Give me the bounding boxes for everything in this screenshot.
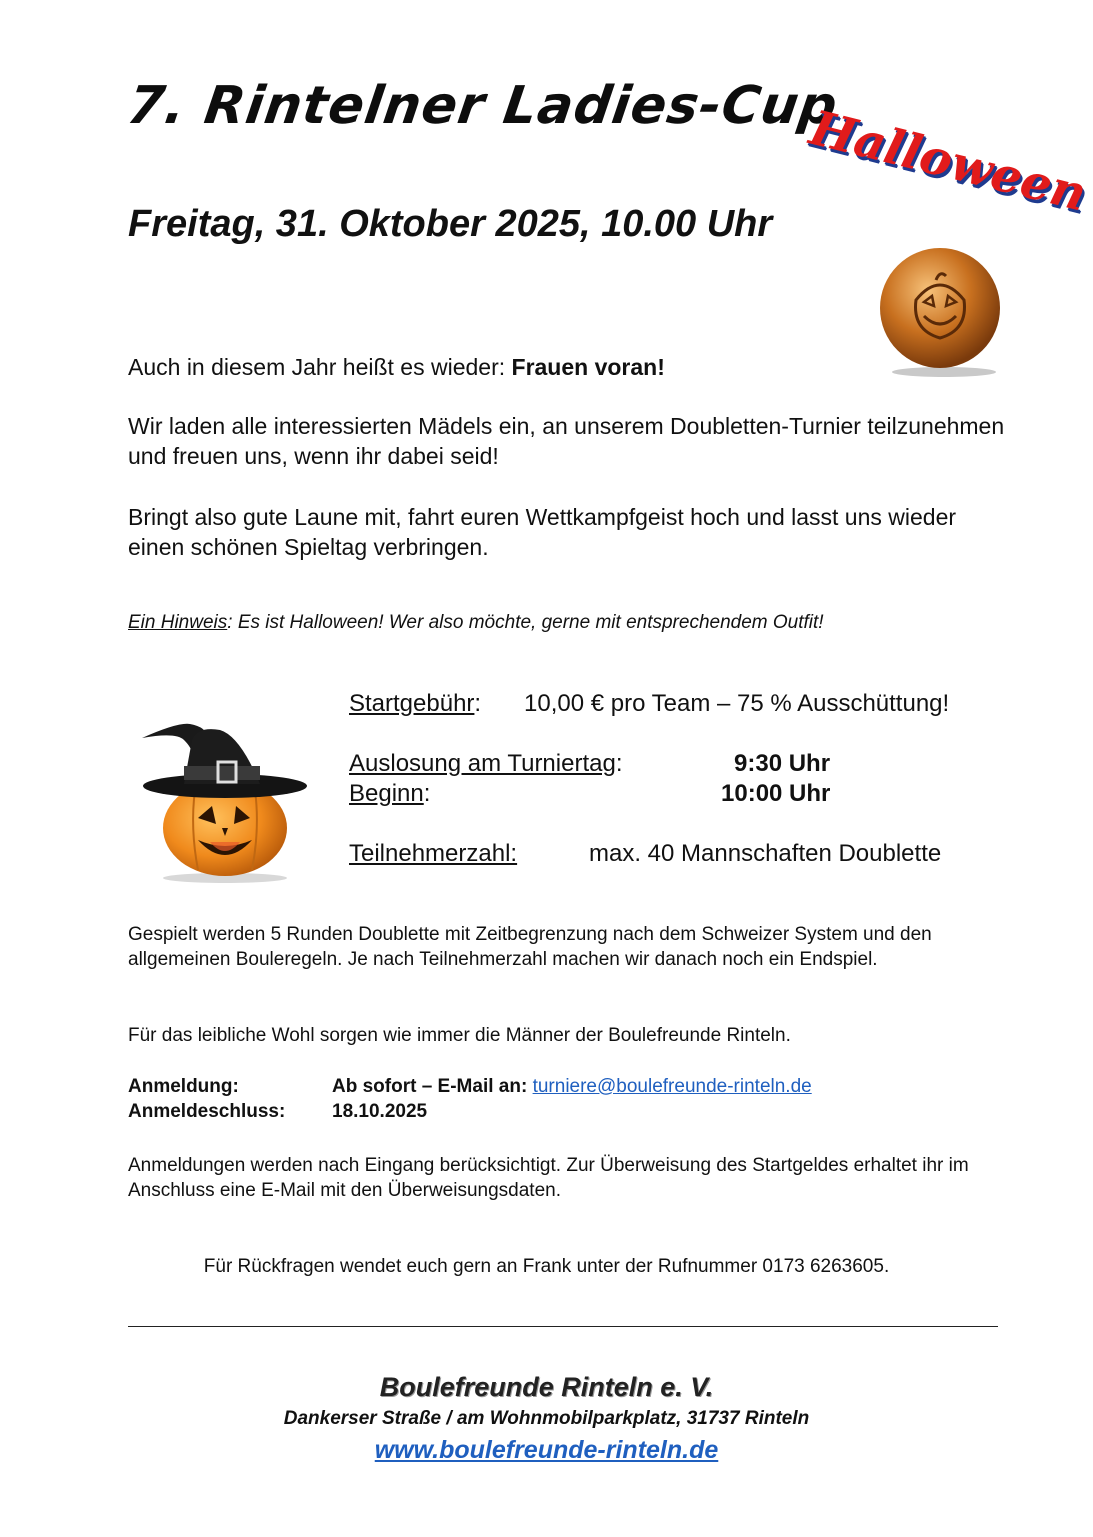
registration-email-link[interactable]: turniere@boulefreunde-rinteln.de <box>532 1076 812 1097</box>
registration-value: Ab sofort – E-Mail an: <box>332 1076 533 1097</box>
catering-paragraph: Für das leibliche Wohl sorgen wie immer die Männer der Boulefreunde Rinteln. <box>128 1025 791 1046</box>
start-label: Beginn <box>349 780 424 807</box>
witch-hat-pumpkin-icon <box>120 710 330 890</box>
participants-label: Teilnehmerzahl: <box>349 840 518 867</box>
club-name: Boulefreunde Rinteln e. V. <box>379 1372 714 1402</box>
fee-row: Startgebühr: <box>349 690 482 717</box>
halloween-word-art: Halloween <box>804 100 1092 223</box>
rules-paragraph: Gespielt werden 5 Runden Doublette mit Zeitbegrenzung nach dem Schweizer System und den allgemeinen Bouleregeln. Je nach Teilnehmerzahl machen wir danach noch ein Endspiel. <box>128 924 932 970</box>
hint-text: : Es ist Halloween! Wer also möchte, gerne mit entsprechendem Outfit! <box>227 612 824 633</box>
fee-label: Startgebühr <box>349 690 475 717</box>
draw-time: 9:30 Uhr <box>734 750 831 777</box>
intro-line <box>128 352 1008 382</box>
registration-row <box>332 1076 812 1098</box>
club-address: Dankerser Straße / am Wohnmobilparkplatz, 31737 Rinteln <box>283 1408 810 1429</box>
participants-value: max. 40 Mannschaften Doublette <box>589 840 942 867</box>
contact-line: Für Rückfragen wendet euch gern an Frank unter der Rufnummer 0173 6263605. <box>203 1256 890 1277</box>
payment-paragraph: Anmeldungen werden nach Eingang berücksichtigt. Zur Überweisung des Startgeldes erhaltet ihr im Anschluss eine E-Mail mit den Überweisungsdaten. <box>128 1155 969 1201</box>
intro-text: Auch in diesem Jahr heißt es wieder: <box>128 354 512 380</box>
hint-line <box>128 612 824 634</box>
hint-label: Ein Hinweis <box>128 612 228 633</box>
fee-value: 10,00 € pro Team – 75 % Ausschüttung! <box>524 690 950 717</box>
motivation-paragraph: Bringt also gute Laune mit, fahrt euren Wettkampfgeist hoch und lasst uns wieder einen schönen Spieltag verbringen. <box>128 504 957 560</box>
deadline-value: 18.10.2025 <box>332 1101 428 1122</box>
footer-divider <box>128 1326 998 1327</box>
page-title: 7. Rintelner Ladies-Cup <box>123 76 842 136</box>
deadline-label: Anmeldeschluss: <box>128 1101 286 1122</box>
start-time: 10:00 Uhr <box>721 780 831 807</box>
draw-row: Auslosung am Turniertag: <box>349 750 623 777</box>
intro-bold: Frauen voran! <box>511 354 665 380</box>
club-website-link[interactable]: www.boulefreunde-rinteln.de <box>374 1436 719 1464</box>
event-date: Freitag, 31. Oktober 2025, 10.00 Uhr <box>128 203 773 245</box>
invitation-paragraph: Wir laden alle interessierten Mädels ein, an unserem Doubletten-Turnier teilzunehmen und freuen uns, wenn ihr dabei seid! <box>128 413 1005 469</box>
start-row: Beginn: <box>349 780 431 807</box>
draw-label: Auslosung am Turniertag <box>349 750 616 777</box>
registration-label: Anmeldung: <box>128 1076 239 1097</box>
